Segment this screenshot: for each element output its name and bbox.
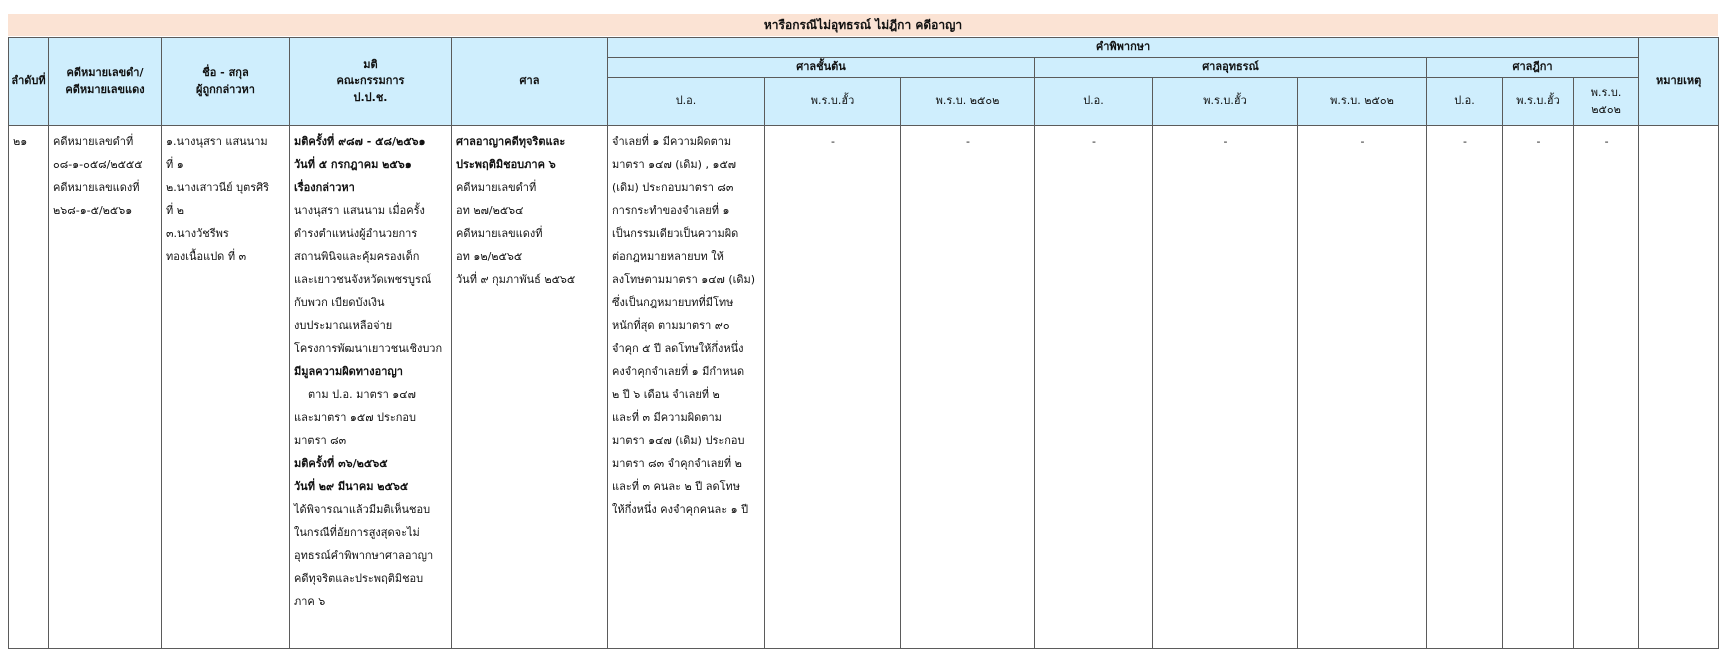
decision-line: อุทธรณ์คำพิพากษาศาลอาญา: [294, 549, 434, 562]
subject-line: กับพวก เบียดบังเงิน: [294, 296, 385, 309]
header-judgment: [608, 38, 1639, 58]
judgment-line: เป็นกรรมเดียวเป็นความผิด: [612, 227, 739, 240]
header-judgment-label: คำพิพากษา: [1095, 40, 1151, 54]
cell-first-collusion: -: [765, 126, 901, 649]
header-court-supreme: [1427, 58, 1639, 78]
header-court-first: [608, 58, 1035, 78]
cell-nacc-resolution: [290, 126, 452, 649]
finding-line: และมาตรา ๑๕๗ ประกอบ: [294, 411, 417, 424]
judgment-line: ให้กึ่งหนึ่ง คงจำคุกคนละ ๑ ปี: [612, 503, 749, 516]
decision-line: ในกรณีที่อัยการสูงสุดจะไม่: [294, 526, 420, 539]
cell-first-2502: -: [901, 126, 1035, 649]
header-no: [9, 38, 49, 126]
cell-no: ๒๑: [9, 126, 49, 649]
header-case-no-line2: คดีหมายเลขแดง: [65, 82, 145, 96]
judgment-line: ซึ่งเป็นกฎหมายบทที่มีโทษ: [612, 296, 734, 309]
decision-line: ได้พิจารณาแล้วมีมติเห็นชอบ: [294, 503, 431, 516]
header-court-supreme-label: ศาลฎีกา: [1512, 60, 1553, 74]
header-court-first-label: ศาลชั้นต้น: [796, 60, 846, 74]
accused-line: ๒.นางเสาวนีย์ บุตรศิริ: [166, 181, 270, 194]
judgment-line: (เดิม) ประกอบมาตรา ๘๓: [612, 181, 734, 194]
header-court-appeal-label: ศาลอุทธรณ์: [1202, 60, 1259, 74]
header-first-criminal: ป.อ.: [608, 78, 765, 126]
cell-appeal-2502: -: [1298, 126, 1427, 649]
court-detail: คดีหมายเลขแดงที่: [456, 227, 543, 240]
cell-case-no: [49, 126, 162, 649]
case-no-line: คดีหมายเลขดำที่: [53, 135, 134, 148]
judgment-line: ลงโทษตามมาตรา ๑๔๗ (เดิม): [612, 273, 756, 286]
resolution-number-2: มติครั้งที่ ๓๖/๒๕๖๕: [294, 457, 388, 470]
header-court-label: ศาล: [519, 74, 540, 88]
cell-first-criminal: [608, 126, 765, 649]
cell-court: [452, 126, 608, 649]
header-accused: [162, 38, 290, 126]
case-table: [8, 37, 1719, 649]
judgment-line: และที่ ๓ มีความผิดตาม: [612, 411, 722, 424]
cell-supreme-collusion: -: [1503, 126, 1574, 649]
cell-remarks: [1639, 126, 1719, 649]
judgment-line: การกระทำของจำเลยที่ ๑: [612, 204, 730, 217]
court-detail: อท ๑๒/๒๕๖๕: [456, 250, 523, 263]
judgment-line: มาตรา ๑๔๗ (เดิม) , ๑๕๗: [612, 158, 737, 171]
header-first-2502: พ.ร.บ. ๒๕๐๒: [901, 78, 1035, 126]
header-appeal-collusion: พ.ร.บ.ฮั้ว: [1153, 78, 1298, 126]
case-no-line: ๐๘-๑-๐๕๘/๒๕๕๕: [53, 158, 143, 171]
header-supreme-2502-line2: ๒๕๐๒: [1591, 102, 1621, 116]
header-appeal-2502: พ.ร.บ. ๒๕๐๒: [1298, 78, 1427, 126]
cell-appeal-criminal: -: [1035, 126, 1153, 649]
subject-line: โครงการพัฒนาเยาวชนเชิงบวก: [294, 342, 443, 355]
judgment-line: และที่ ๓ คนละ ๒ ปี ลดโทษ: [612, 480, 741, 493]
decision-line: ภาค ๖: [294, 595, 326, 608]
finding-heading: มีมูลความผิดทางอาญา: [294, 365, 403, 378]
header-no-label: ลำดับที่: [11, 74, 46, 88]
resolution-date: วันที่ ๕ กรกฎาคม ๒๕๖๑: [294, 158, 412, 171]
court-detail: คดีหมายเลขดำที่: [456, 181, 537, 194]
header-remarks: [1639, 38, 1719, 126]
header-first-collusion: พ.ร.บ.ฮั้ว: [765, 78, 901, 126]
court-name: ศาลอาญาคดีทุจริตและ: [456, 135, 566, 148]
header-supreme-2502-line1: พ.ร.บ.: [1590, 86, 1622, 99]
header-remarks-label: หมายเหตุ: [1655, 74, 1702, 88]
header-accused-line2: ผู้ถูกกล่าวหา: [196, 82, 255, 96]
accused-line: ๑.นางนุสรา แสนนาม: [166, 135, 268, 148]
accused-line: ที่ ๒: [166, 204, 184, 217]
header-court-appeal: [1035, 58, 1427, 78]
resolution-date-2: วันที่ ๒๙ มีนาคม ๒๕๖๕: [294, 480, 409, 493]
header-case-no-line1: คดีหมายเลขดำ/: [66, 66, 144, 79]
accused-line: ๓.นางวัชรีพร: [166, 227, 229, 240]
case-no-line: คดีหมายเลขแดงที่: [53, 181, 140, 194]
header-case-no: [49, 38, 162, 126]
subject-line: และเยาวชนจังหวัดเพชรบูรณ์: [294, 273, 432, 286]
judgment-line: จำคุก ๕ ปี ลดโทษให้กึ่งหนึ่ง: [612, 342, 744, 355]
header-supreme-collusion: พ.ร.บ.ฮั้ว: [1503, 78, 1574, 126]
subject-line: สถานพินิจและคุ้มครองเด็ก: [294, 250, 420, 263]
court-name: ประพฤติมิชอบภาค ๖: [456, 158, 556, 171]
judgment-line: หนักที่สุด ตามมาตรา ๙๐: [612, 319, 730, 332]
subject-line: ดำรงตำแหน่งผู้อำนวยการ: [294, 227, 418, 240]
court-detail: อท ๒๗/๒๕๖๔: [456, 204, 524, 217]
header-nacc: [290, 38, 452, 126]
sheet-title: หารือกรณีไม่อุทธรณ์ ไม่ฎีกา คดีอาญา: [8, 14, 1718, 36]
cell-appeal-collusion: -: [1153, 126, 1298, 649]
header-appeal-criminal: ป.อ.: [1035, 78, 1153, 126]
cell-accused: [162, 126, 290, 649]
judgment-line: มาตรา ๑๔๗ (เดิม) ประกอบ: [612, 434, 745, 447]
header-court: [452, 38, 608, 126]
header-supreme-2502: [1574, 78, 1639, 126]
judgment-line: ต่อกฎหมายหลายบท ให้: [612, 250, 724, 263]
accused-line: ที่ ๑: [166, 158, 184, 171]
subject-heading: เรื่องกล่าวหา: [294, 181, 355, 194]
accused-line: ทองเนื้อแปด ที่ ๓: [166, 250, 247, 263]
table-row: [9, 126, 1719, 649]
resolution-number: มติครั้งที่ ๙๘๗ - ๕๘/๒๕๖๑: [294, 135, 426, 148]
court-detail: วันที่ ๙ กุมภาพันธ์ ๒๕๖๕: [456, 273, 576, 286]
header-supreme-criminal: ป.อ.: [1427, 78, 1503, 126]
judgment-line: จำเลยที่ ๑ มีความผิดตาม: [612, 135, 732, 148]
header-accused-line1: ชื่อ - สกุล: [202, 66, 249, 79]
cell-supreme-criminal: -: [1427, 126, 1503, 649]
finding-line: ตาม ป.อ. มาตรา ๑๔๗: [308, 388, 416, 401]
header-nacc-line1: มติ: [363, 57, 378, 71]
finding-line: มาตรา ๘๓: [294, 434, 347, 447]
judgment-line: ๒ ปี ๖ เดือน จำเลยที่ ๒: [612, 388, 720, 401]
subject-line: นางนุสรา แสนนาม เมื่อครั้ง: [294, 204, 425, 217]
header-nacc-line3: ป.ป.ช.: [353, 90, 388, 104]
decision-line: คดีทุจริตและประพฤติมิชอบ: [294, 572, 424, 585]
judgment-line: คงจำคุกจำเลยที่ ๑ มีกำหนด: [612, 365, 745, 378]
header-nacc-line2: คณะกรรมการ: [336, 74, 405, 88]
judgment-line: มาตรา ๘๓ จำคุกจำเลยที่ ๒: [612, 457, 742, 470]
case-no-line: ๒๖๘-๑-๕/๒๕๖๑: [53, 204, 133, 217]
subject-line: งบประมาณเหลือจ่าย: [294, 319, 393, 332]
cell-supreme-2502: -: [1574, 126, 1639, 649]
